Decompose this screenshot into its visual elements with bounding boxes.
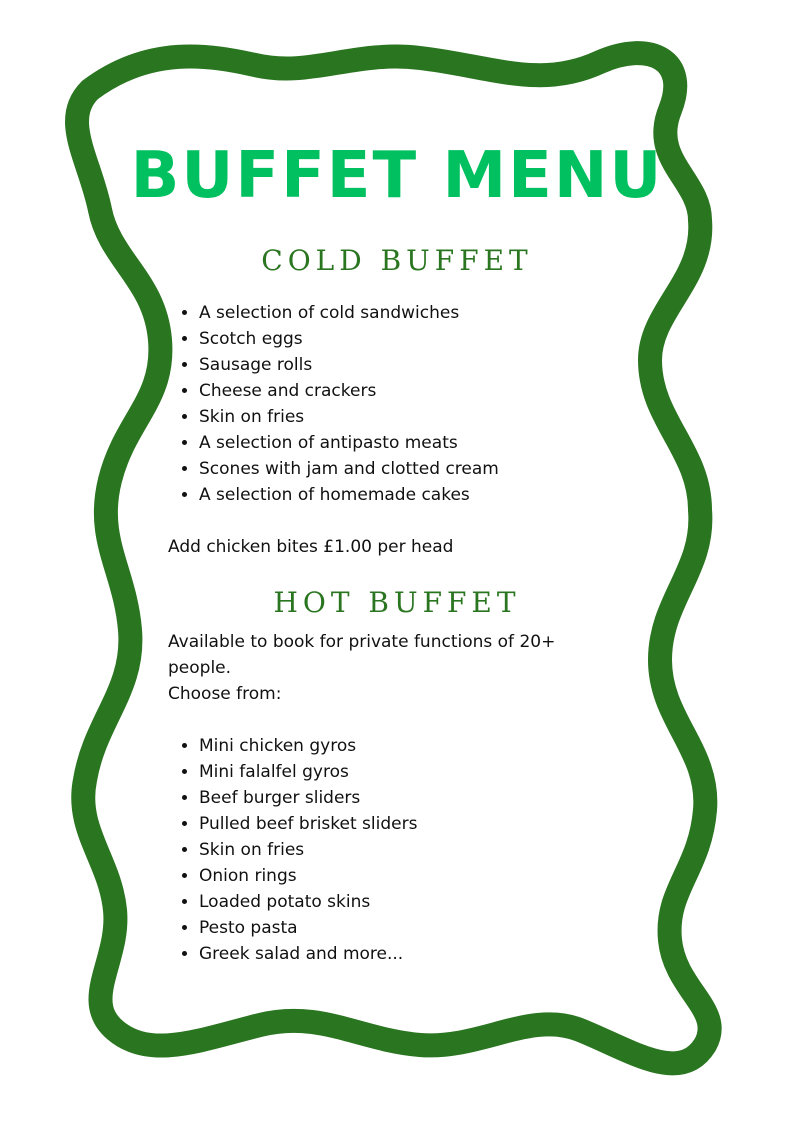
hot-buffet-list	[168, 733, 417, 967]
cold-buffet-heading: COLD BUFFET	[261, 244, 533, 277]
list-item: • Pulled beef brisket sliders	[199, 811, 417, 837]
list-item: • Cheese and crackers	[199, 378, 499, 404]
cold-buffet-addon-note: Add chicken bites £1.00 per head	[168, 537, 454, 557]
cold-buffet-list	[168, 300, 499, 508]
page-title: BUFFET MENU	[130, 139, 664, 213]
hot-buffet-heading: HOT BUFFET	[273, 586, 521, 619]
list-item: • A selection of antipasto meats	[199, 430, 499, 456]
list-item: • A selection of cold sandwiches	[199, 300, 499, 326]
list-item: • Greek salad and more...	[199, 941, 417, 967]
hot-buffet-intro: Available to book for private functions of 20+ people.	[168, 632, 556, 678]
list-item: • A selection of homemade cakes	[199, 482, 499, 508]
list-item: • Mini falalfel gyros	[199, 759, 417, 785]
list-item: • Beef burger sliders	[199, 785, 417, 811]
list-item: • Pesto pasta	[199, 915, 417, 941]
list-item: • Mini chicken gyros	[199, 733, 417, 759]
list-item: • Scones with jam and clotted cream	[199, 456, 499, 482]
list-item: • Onion rings	[199, 863, 417, 889]
hot-buffet-choose-label: Choose from:	[168, 684, 282, 704]
list-item: • Skin on fries	[199, 404, 499, 430]
list-item: • Skin on fries	[199, 837, 417, 863]
list-item: • Scotch eggs	[199, 326, 499, 352]
list-item: • Loaded potato skins	[199, 889, 417, 915]
list-item: • Sausage rolls	[199, 352, 499, 378]
